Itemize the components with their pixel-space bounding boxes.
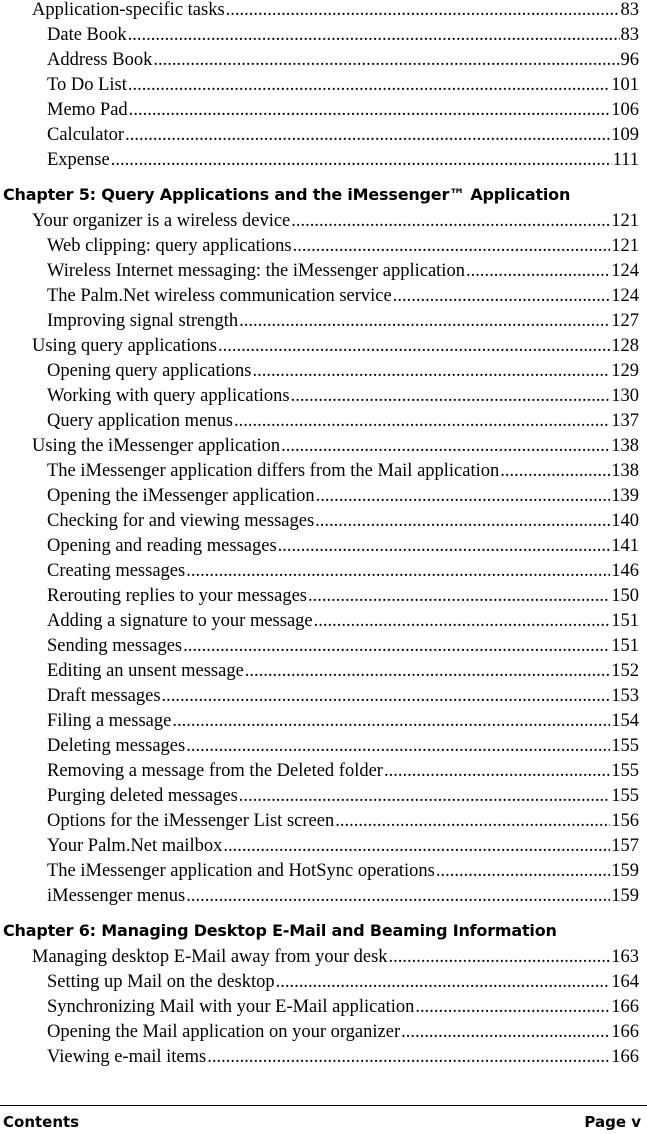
toc-entry-title: Adding a signature to your message [47,611,313,631]
toc-entry-title: Opening query applications [47,361,252,381]
toc-entry-title: Rerouting replies to your messages [47,586,307,606]
dot-leader [335,810,610,832]
dot-leader [500,460,610,482]
dot-leader [278,535,611,557]
toc-page-number: 154 [611,711,639,731]
toc-page-number: 166 [611,1047,639,1067]
toc-page-number: 127 [611,311,639,331]
toc-subsection-entry[interactable] [0,71,639,96]
toc-entry-title: Removing a message from the Deleted folder [47,761,383,781]
toc-subsection-entry[interactable] [0,21,639,46]
dot-leader [239,785,610,807]
toc-subsection-entry[interactable] [0,1043,639,1068]
toc-page-number: 124 [611,286,639,306]
toc-page-number: 157 [611,836,639,856]
dot-leader [466,260,610,282]
toc-subsection-entry[interactable] [0,46,639,71]
toc-entry-title: The Palm.Net wireless communication service [47,286,392,306]
toc-entry-title: Your organizer is a wireless device [32,211,291,231]
dot-leader [186,735,610,757]
toc-section-entry[interactable] [0,0,639,21]
toc-page-number: 155 [611,736,639,756]
dot-leader [415,996,610,1018]
toc-entry-title: Improving signal strength [47,311,239,331]
dot-leader [401,1021,610,1043]
toc-entry-title: Opening the iMessenger application [47,486,315,506]
dot-leader [314,610,611,632]
toc-page-number: 153 [611,686,639,706]
toc-page-number: 159 [611,861,639,881]
toc-page-number: 155 [611,761,639,781]
toc-entry-title: Query application menus [47,411,233,431]
toc-subsection-entry[interactable] [0,557,639,582]
toc-page-number: 155 [611,786,639,806]
toc-subsection-entry[interactable] [0,757,639,782]
dot-leader [389,946,611,968]
toc-subsection-entry[interactable] [0,657,639,682]
toc-page-number: 159 [611,886,639,906]
toc-subsection-entry[interactable] [0,257,639,282]
toc-page-number: 106 [611,100,639,120]
toc-entry-title: Sending messages [47,636,183,656]
toc-page-number: 163 [611,947,639,967]
toc-page-number: 109 [611,125,639,145]
dot-leader [293,235,611,257]
toc-page-number: 130 [611,386,639,406]
toc-entry-title: Draft messages [47,686,161,706]
toc-page-number: 138 [611,461,639,481]
toc-entry-title: Setting up Mail on the desktop [47,972,275,992]
toc-page-number: 83 [620,0,639,20]
toc-subsection-entry[interactable] [0,682,639,707]
toc-entry-title: Deleting messages [47,736,186,756]
toc-page-number: 137 [611,411,639,431]
toc-page-number: 138 [611,436,639,456]
toc-entry-title: Opening and reading messages [47,536,277,556]
dot-leader [172,710,610,732]
toc-subsection-entry[interactable] [0,146,639,171]
dot-leader [128,24,620,46]
toc-subsection-entry[interactable] [0,382,639,407]
dot-leader [129,99,611,121]
toc-page-number: 83 [620,25,639,45]
dot-leader [186,560,610,582]
dot-leader [218,335,610,357]
dot-leader [128,74,610,96]
toc-section-entry[interactable] [0,943,639,968]
toc-entry-title: Calculator [47,125,125,145]
dot-leader [384,760,610,782]
toc-subsection-entry[interactable] [0,457,639,482]
toc-subsection-entry[interactable] [0,532,639,557]
page-footer [3,1111,641,1133]
chapter-heading: Chapter 5: Query Applications and the iMessenger™ Application [3,185,571,204]
toc-entry-title: Web clipping: query applications [47,236,292,256]
footer-section-label: Contents [3,1113,80,1131]
toc-page-number: 121 [611,236,639,256]
toc-entry-title: Using query applications [32,336,217,356]
toc-page-number: 151 [611,611,639,631]
toc-page-number: 146 [611,561,639,581]
toc-page-number: 139 [611,486,639,506]
toc-entry-title: Using the iMessenger application [32,436,281,456]
toc-subsection-entry[interactable] [0,857,639,882]
toc-page-number: 151 [611,636,639,656]
dot-leader [281,435,610,457]
toc-subsection-entry[interactable] [0,632,639,657]
toc-entry-title: Synchronizing Mail with your E-Mail application [47,997,415,1017]
toc-entry-title: Application-specific tasks [32,0,225,20]
toc-section-entry[interactable] [0,332,639,357]
toc-subsection-entry[interactable] [0,607,639,632]
toc-page-number: 152 [611,661,639,681]
toc-subsection-entry[interactable] [0,121,639,146]
toc-entry-title: The iMessenger application differs from the Mail application [47,461,500,481]
toc-subsection-entry[interactable] [0,507,639,532]
dot-leader [125,124,610,146]
dot-leader [252,360,610,382]
dot-leader [245,660,610,682]
toc-entry-title: Creating messages [47,561,186,581]
toc-subsection-entry[interactable] [0,96,639,121]
dot-leader [276,971,611,993]
toc-entry-title: Viewing e-mail items [47,1047,207,1067]
dot-leader [111,149,612,171]
toc-subsection-entry[interactable] [0,307,639,332]
toc-entry-title: Working with query applications [47,386,290,406]
toc-page-number: 124 [611,261,639,281]
dot-leader [393,285,611,307]
toc-page-number: 128 [611,336,639,356]
dot-leader [226,0,620,21]
footer-rule [0,1105,647,1106]
toc-page-number: 166 [611,1022,639,1042]
dot-leader [291,385,611,407]
toc-subsection-entry[interactable] [0,707,639,732]
toc-entry-title: Opening the Mail application on your organizer [47,1022,401,1042]
toc-subsection-entry[interactable] [0,807,639,832]
dot-leader [291,210,610,232]
toc-page-number: 164 [611,972,639,992]
toc-page-number: 101 [611,75,639,95]
toc-page-number: 111 [612,150,639,170]
toc-entry-title: Checking for and viewing messages [47,511,315,531]
toc-entry-title: iMessenger menus [47,886,186,906]
dot-leader [223,835,610,857]
dot-leader [436,860,610,882]
toc-subsection-entry[interactable] [0,968,639,993]
dot-leader [207,1046,610,1068]
toc-page-number: 129 [611,361,639,381]
toc-entry-title: Memo Pad [47,100,128,120]
toc-entry-title: Address Book [47,50,153,70]
dot-leader [239,310,610,332]
toc-entry-title: Wireless Internet messaging: the iMessenger application [47,261,465,281]
toc-page-number: 140 [611,511,639,531]
toc-entry-title: Purging deleted messages [47,786,238,806]
toc-subsection-entry[interactable] [0,1018,639,1043]
toc-entry-title: The iMessenger application and HotSync operations [47,861,435,881]
toc-entry-title: Your Palm.Net mailbox [47,836,223,856]
dot-leader [234,410,610,432]
dot-leader [316,485,611,507]
toc-subsection-entry[interactable] [0,482,639,507]
dot-leader [308,585,610,607]
toc-entry-title: Filing a message [47,711,172,731]
toc-page-number: 166 [611,997,639,1017]
dot-leader [186,885,610,907]
toc-page-number: 121 [611,211,639,231]
dot-leader [153,49,619,71]
toc-subsection-entry[interactable] [0,882,639,907]
toc-page-number: 156 [611,811,639,831]
toc-section-entry[interactable] [0,207,639,232]
toc-entry-title: Date Book [47,25,127,45]
toc-subsection-entry[interactable] [0,993,639,1018]
toc-subsection-entry[interactable] [0,832,639,857]
toc-page-number: 150 [611,586,639,606]
toc-entry-title: Options for the iMessenger List screen [47,811,335,831]
toc-page-number: 96 [620,50,639,70]
toc-subsection-entry[interactable] [0,357,639,382]
toc-subsection-entry[interactable] [0,732,639,757]
dot-leader [162,685,611,707]
toc-section-entry[interactable] [0,432,639,457]
toc-entry-title: Managing desktop E-Mail away from your desk [32,947,388,967]
toc-subsection-entry[interactable] [0,782,639,807]
toc-entry-title: Expense [47,150,110,170]
dot-leader [315,510,610,532]
toc-subsection-entry[interactable] [0,582,639,607]
toc-entry-title: Editing an unsent message [47,661,244,681]
chapter-heading: Chapter 6: Managing Desktop E-Mail and Beaming Information [3,921,557,940]
dot-leader [183,635,610,657]
toc-subsection-entry[interactable] [0,282,639,307]
footer-page-number: Page v [584,1113,641,1131]
toc-subsection-entry[interactable] [0,407,639,432]
toc-entry-title: To Do List [47,75,127,95]
toc-subsection-entry[interactable] [0,232,639,257]
toc-page-number: 141 [611,536,639,556]
